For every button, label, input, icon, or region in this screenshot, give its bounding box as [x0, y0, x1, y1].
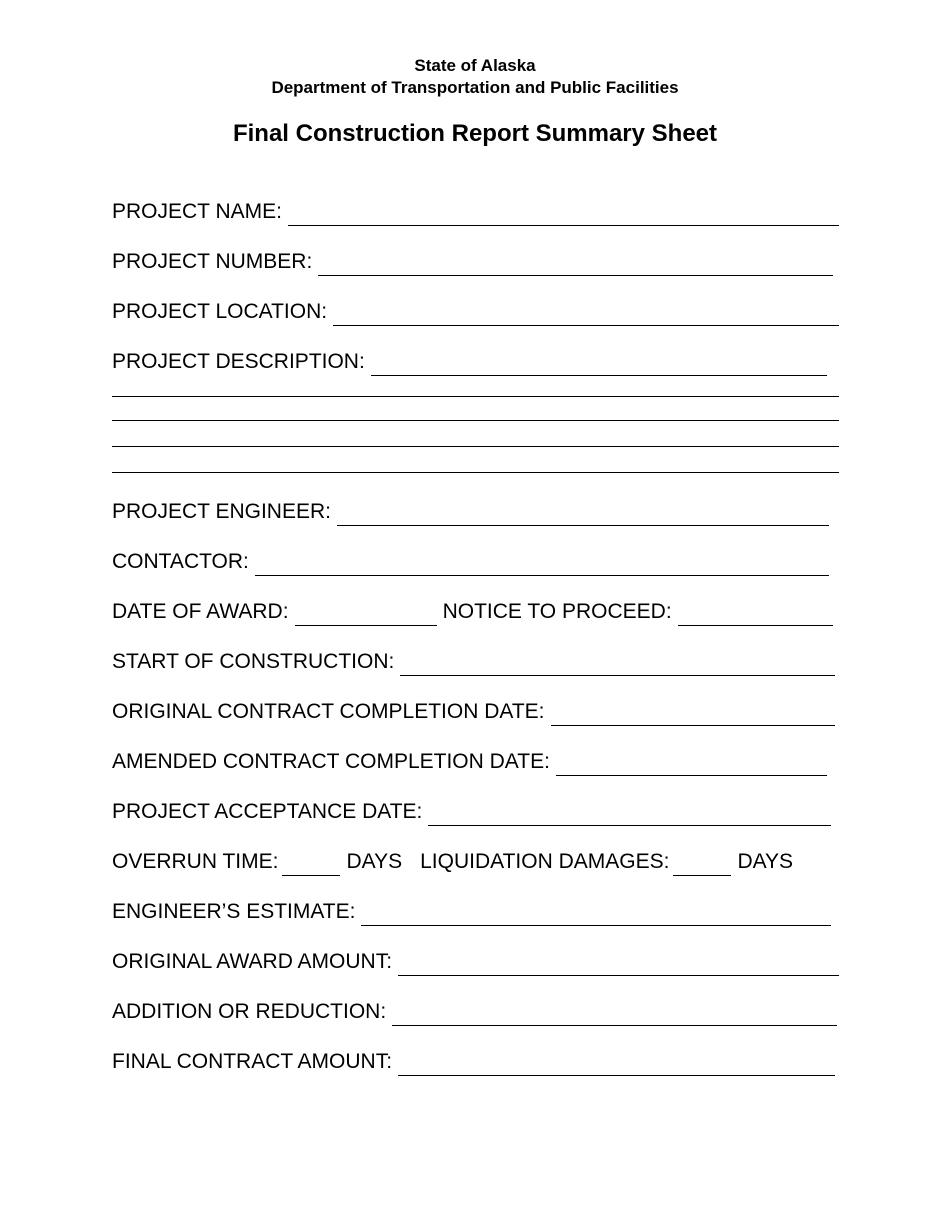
- final-contract-label: FINAL CONTRACT AMOUNT:: [112, 1050, 393, 1073]
- engineers-estimate-label: ENGINEER’S ESTIMATE:: [112, 900, 356, 923]
- project-number-row: [112, 246, 839, 276]
- project-name-label: PROJECT NAME:: [112, 200, 282, 223]
- start-of-construction-label: START OF CONSTRUCTION:: [112, 650, 395, 673]
- state-heading: State of Alaska: [414, 56, 536, 75]
- project-description-row: [112, 346, 839, 376]
- award-notice-row: [112, 596, 839, 626]
- department-heading: Department of Transportation and Public Facilities: [271, 78, 679, 97]
- project-description-line-4[interactable]: [112, 472, 839, 473]
- amended-completion-row: [112, 746, 839, 776]
- project-number-label: PROJECT NUMBER:: [112, 250, 313, 273]
- contactor-label: CONTACTOR:: [112, 550, 249, 573]
- project-description-label: PROJECT DESCRIPTION:: [112, 350, 365, 373]
- start-of-construction-row: [112, 646, 839, 676]
- amended-completion-field[interactable]: [556, 753, 827, 776]
- original-completion-field[interactable]: [551, 703, 836, 726]
- addition-reduction-row: [112, 996, 839, 1026]
- overrun-time-label: OVERRUN TIME:: [112, 850, 279, 873]
- project-number-field[interactable]: [318, 253, 833, 276]
- overrun-liquidation-row: [112, 846, 839, 876]
- project-location-label: PROJECT LOCATION:: [112, 300, 328, 323]
- project-description-line-2[interactable]: [112, 420, 839, 421]
- addition-reduction-label: ADDITION OR REDUCTION:: [112, 1000, 387, 1023]
- liquidation-damages-field[interactable]: [673, 853, 731, 876]
- project-acceptance-row: [112, 796, 839, 826]
- original-award-field[interactable]: [398, 953, 839, 976]
- final-contract-row: [112, 1046, 839, 1076]
- date-of-award-label: DATE OF AWARD:: [112, 600, 289, 623]
- project-description-line-3[interactable]: [112, 446, 839, 447]
- engineers-estimate-row: [112, 896, 839, 926]
- original-award-label: ORIGINAL AWARD AMOUNT:: [112, 950, 393, 973]
- project-engineer-label: PROJECT ENGINEER:: [112, 500, 331, 523]
- liquidation-damages-label: LIQUIDATION DAMAGES:: [420, 850, 670, 873]
- overrun-days-label: DAYS: [346, 850, 403, 873]
- notice-to-proceed-field[interactable]: [678, 603, 833, 626]
- project-location-field[interactable]: [333, 303, 839, 326]
- original-completion-row: [112, 696, 839, 726]
- contactor-field[interactable]: [255, 553, 829, 576]
- engineers-estimate-field[interactable]: [361, 903, 831, 926]
- overrun-time-field[interactable]: [282, 853, 340, 876]
- date-of-award-field[interactable]: [295, 603, 437, 626]
- project-description-field[interactable]: [371, 353, 827, 376]
- project-name-field[interactable]: [288, 203, 839, 226]
- project-acceptance-label: PROJECT ACCEPTANCE DATE:: [112, 800, 423, 823]
- project-name-row: [112, 196, 839, 226]
- project-location-row: [112, 296, 839, 326]
- project-description-line-1[interactable]: [112, 396, 839, 397]
- project-engineer-row: [112, 496, 839, 526]
- addition-reduction-field[interactable]: [392, 1003, 837, 1026]
- project-engineer-field[interactable]: [337, 503, 829, 526]
- project-acceptance-field[interactable]: [428, 803, 831, 826]
- original-award-row: [112, 946, 839, 976]
- start-of-construction-field[interactable]: [400, 653, 835, 676]
- final-contract-field[interactable]: [398, 1053, 835, 1076]
- contactor-row: [112, 546, 839, 576]
- original-completion-label: ORIGINAL CONTRACT COMPLETION DATE:: [112, 700, 545, 723]
- notice-to-proceed-label: NOTICE TO PROCEED:: [442, 600, 672, 623]
- amended-completion-label: AMENDED CONTRACT COMPLETION DATE:: [112, 750, 550, 773]
- page-title: Final Construction Report Summary Sheet: [232, 120, 718, 147]
- liquidation-days-label: DAYS: [737, 850, 794, 873]
